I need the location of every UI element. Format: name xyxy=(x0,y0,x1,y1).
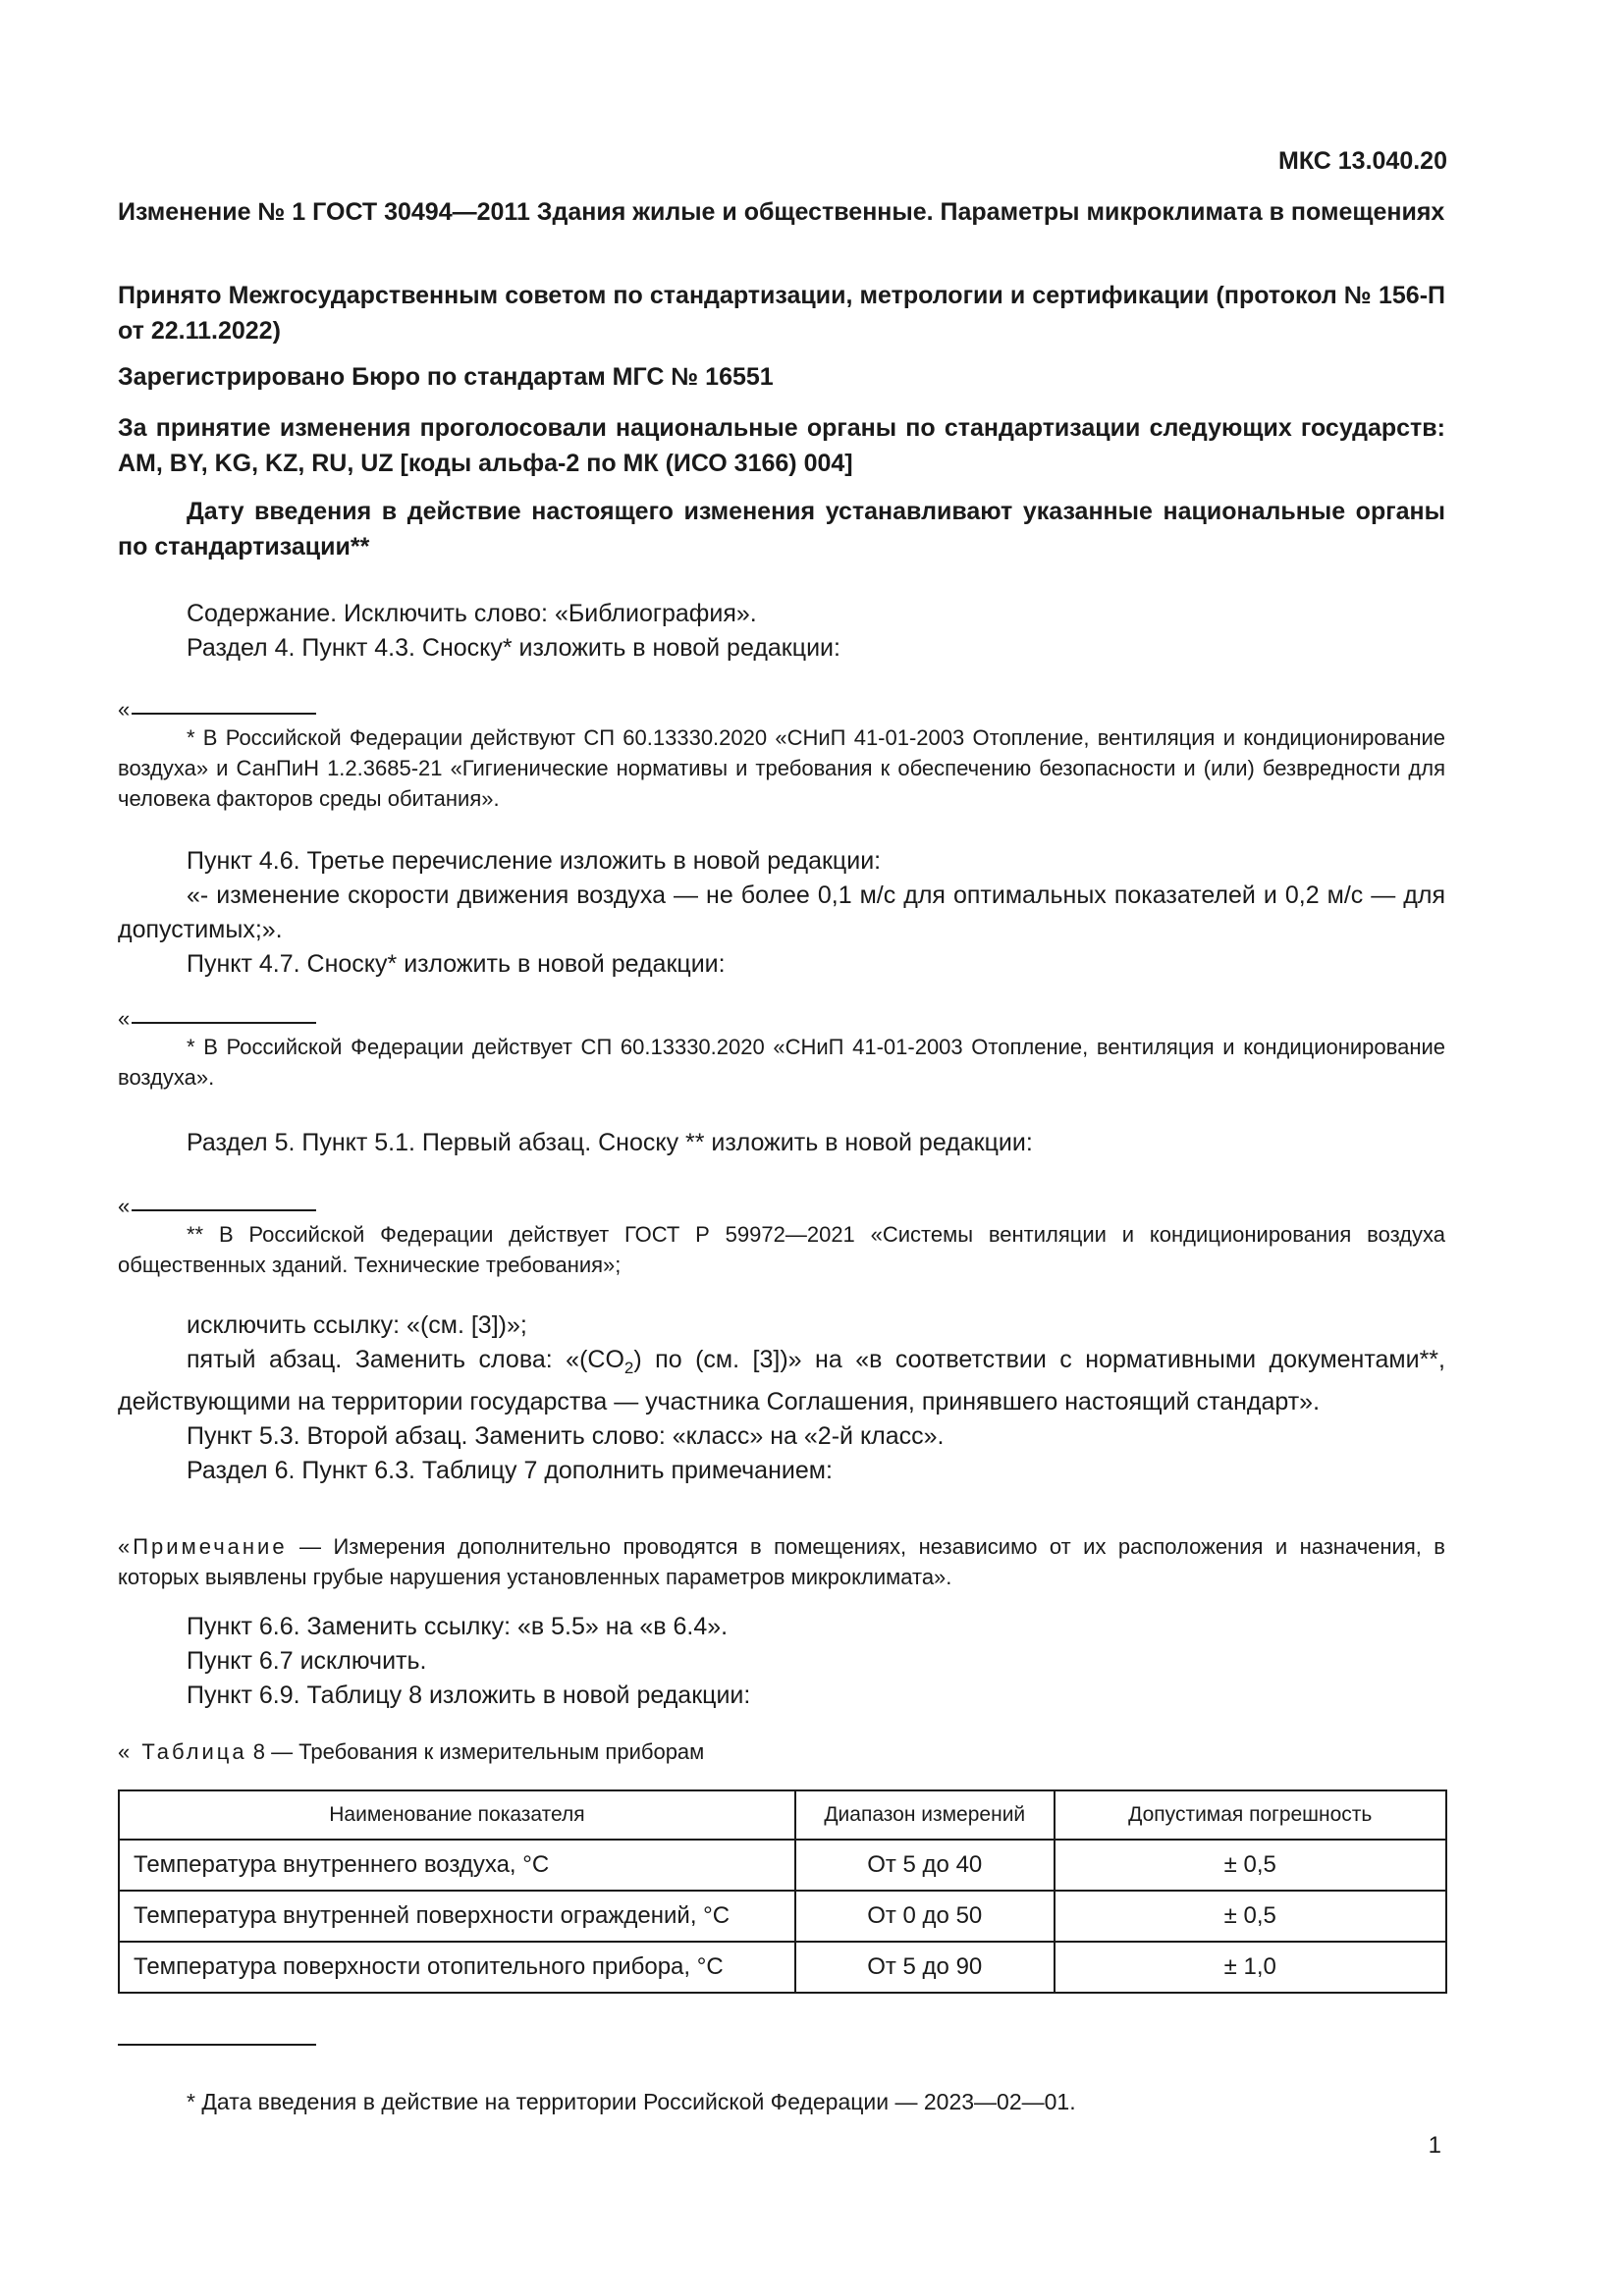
paragraph-5-3: Пункт 5.3. Второй абзац. Заменить слово: «класс» на «2-й класс». xyxy=(187,1422,945,1450)
paragraph-4-7: Пункт 4.7. Сноску* изложить в новой редакции: xyxy=(187,950,726,978)
table-cell-error: ± 1,0 xyxy=(1055,1942,1446,1993)
table-cell-range: От 5 до 40 xyxy=(795,1840,1055,1891)
footnote-3: ** В Российской Федерации действует ГОСТ Р 59972—2021 «Системы вентиляции и кондиционирования воздуха общественных зданий. Технические требования»; xyxy=(118,1222,1445,1277)
paragraph-section-6: Раздел 6. Пункт 6.3. Таблицу 7 дополнить примечанием: xyxy=(187,1457,833,1484)
footnote-quote-open-1: « xyxy=(118,697,131,721)
table8 xyxy=(118,1789,1447,1994)
table-row xyxy=(119,1942,1446,1993)
paragraph-6-7: Пункт 6.7 исключить. xyxy=(187,1647,427,1675)
paragraph-4-6-quote: «- изменение скорости движения воздуха — не более 0,1 м/с для оптимальных показателей и 0,2 м/с — для допустимых;». xyxy=(118,881,1445,943)
paragraph-4-6: Пункт 4.6. Третье перечисление изложить в новой редакции: xyxy=(187,847,882,875)
paragraph-section-4: Раздел 4. Пункт 4.3. Сноску* изложить в новой редакции: xyxy=(187,634,840,662)
registered-statement: Зарегистрировано Бюро по стандартам МГС № 16551 xyxy=(118,363,774,391)
bottom-footnote-rule xyxy=(118,2044,316,2046)
table-row xyxy=(119,1891,1446,1942)
footnote-quote-open-2: « xyxy=(118,1006,131,1031)
amendment-title: Изменение № 1 ГОСТ 30494—2011 Здания жилые и общественные. Параметры микроклимата в помещениях xyxy=(118,198,1445,226)
table8-caption-text: 8 — Требования к измерительным приборам xyxy=(246,1739,705,1764)
table8-header-range: Диапазон измерений xyxy=(795,1790,1055,1840)
note-text: — Измерения дополнительно проводятся в помещениях, независимо от их расположения и назначения, в которых выявлены грубые нарушения установленных параметров микроклимата». xyxy=(118,1534,1445,1589)
page-number: 1 xyxy=(1428,2132,1441,2159)
paragraph-exclude-ref: исключить ссылку: «(см. [3])»; xyxy=(187,1311,527,1339)
table-cell-error: ± 0,5 xyxy=(1055,1840,1446,1891)
note-label: «Примечание xyxy=(118,1534,288,1559)
footnote-1: * В Российской Федерации действуют СП 60.13330.2020 «СНиП 41-01-2003 Отопление, вентиляция и кондиционирование воздуха» и СанПиН 1.2.3685-21 «Гигиенические нормативы и требования к обеспечению безопасности и (или) безвредности для человека факторов среды обитания». xyxy=(118,725,1445,811)
table8-caption-label: « Таблица xyxy=(118,1739,247,1764)
table-cell-error: ± 0,5 xyxy=(1055,1891,1446,1942)
section-4-6-4-7 xyxy=(118,844,1445,982)
paragraph-6-9: Пункт 6.9. Таблицу 8 изложить в новой редакции: xyxy=(187,1682,751,1709)
table8-header-error: Допустимая погрешность xyxy=(1055,1790,1446,1840)
effective-date-statement: Дату введения в действие настоящего изменения устанавливают указанные национальные органы по стандартизации** xyxy=(118,498,1445,561)
footnote-rule-3 xyxy=(132,1209,316,1211)
table-cell-name: Температура поверхности отопительного прибора, °С xyxy=(119,1942,795,1993)
footnote-rule-2 xyxy=(132,1022,316,1024)
footnote-rule-1 xyxy=(132,713,316,715)
table7-note xyxy=(118,1531,1445,1592)
paragraph-section-5: Раздел 5. Пункт 5.1. Первый абзац. Сноску ** изложить в новой редакции: xyxy=(187,1129,1033,1156)
paragraph-contents: Содержание. Исключить слово: «Библиография». xyxy=(187,600,757,627)
voted-statement: За принятие изменения проголосовали национальные органы по стандартизации следующих государств: AM, BY, KG, KZ, RU, UZ [коды альфа-2 по МК (ИСО 3166) 004] xyxy=(118,414,1445,477)
footnote-2: * В Российской Федерации действует СП 60.13330.2020 «СНиП 41-01-2003 Отопление, вентиляция и кондиционирование воздуха». xyxy=(118,1035,1445,1090)
section-6-items xyxy=(118,1610,1445,1713)
mks-code: МКС 13.040.20 xyxy=(1278,147,1447,175)
table-cell-range: От 0 до 50 xyxy=(795,1891,1055,1942)
section-contents-and-4 xyxy=(118,597,1445,666)
adopted-statement: Принято Межгосударственным советом по стандартизации, метрологии и сертификации (протокол № 156-П от 22.11.2022) xyxy=(118,282,1445,345)
footnote-quote-open-3: « xyxy=(118,1194,131,1218)
table8-header-row xyxy=(119,1790,1446,1840)
section-5-6-amendments xyxy=(118,1308,1445,1488)
table-cell-name: Температура внутреннего воздуха, °С xyxy=(119,1840,795,1891)
table-cell-name: Температура внутренней поверхности ограждений, °С xyxy=(119,1891,795,1942)
section-5-heading xyxy=(118,1126,1445,1160)
bottom-footnote: * Дата введения в действие на территории Российской Федерации — 2023—02—01. xyxy=(187,2089,1076,2114)
paragraph-fifth-abzac: пятый абзац. Заменить слова: «$(CO_2)$ по (см. [3])» на «в соответствии с нормативными документами**, действующими на территории государства — участника Соглашения, принявшего настоящий стандарт». xyxy=(118,1346,1445,1415)
table8-header-name: Наименование показателя xyxy=(119,1790,795,1840)
table8-caption xyxy=(118,1739,704,1765)
table-cell-range: От 5 до 90 xyxy=(795,1942,1055,1993)
paragraph-6-6: Пункт 6.6. Заменить ссылку: «в 5.5» на «в 6.4». xyxy=(187,1613,729,1640)
table-row xyxy=(119,1840,1446,1891)
